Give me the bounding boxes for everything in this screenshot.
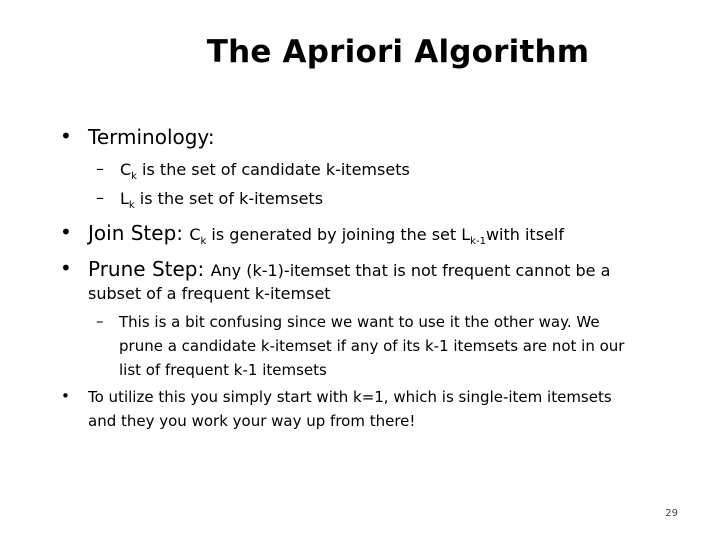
term-lk: $L_k$ is the set of k-itemsets bbox=[120, 189, 324, 211]
dash-prune-note: – bbox=[96, 312, 104, 330]
dash-lk: – bbox=[96, 188, 104, 207]
bullet-prune: • bbox=[60, 256, 72, 280]
page-number: 29 bbox=[665, 508, 678, 519]
bullet-utilize: • bbox=[61, 387, 70, 405]
prune-note-line3: list of frequent k-1 itemsets bbox=[119, 361, 327, 379]
utilize-line2: and they you work your way up from there! bbox=[88, 412, 416, 430]
terminology-label: Terminology: bbox=[88, 125, 215, 149]
bullet-terminology: • bbox=[60, 124, 72, 148]
bullet-join: • bbox=[60, 220, 72, 244]
dash-ck: – bbox=[96, 159, 104, 178]
prune-step-line2: subset of a frequent k-itemset bbox=[88, 284, 331, 303]
slide-title: The Apriori Algorithm bbox=[206, 34, 590, 70]
join-step: Join Step: $C_k$ is generated by joining the set $L_{k-1}with$ itself bbox=[88, 221, 564, 247]
prune-step-line1: Prune Step: Any (k-1)-itemset that is not frequent cannot be a bbox=[88, 257, 611, 281]
utilize-line1: To utilize this you simply start with k=1, which is single-item itemsets bbox=[88, 388, 612, 406]
prune-note-line1: This is a bit confusing since we want to use it the other way. We bbox=[119, 313, 600, 331]
prune-note-line2: prune a candidate k-itemset if any of its k-1 itemsets are not in our bbox=[119, 337, 625, 355]
term-ck: $C_k$ is the set of candidate k-itemsets bbox=[120, 160, 410, 182]
